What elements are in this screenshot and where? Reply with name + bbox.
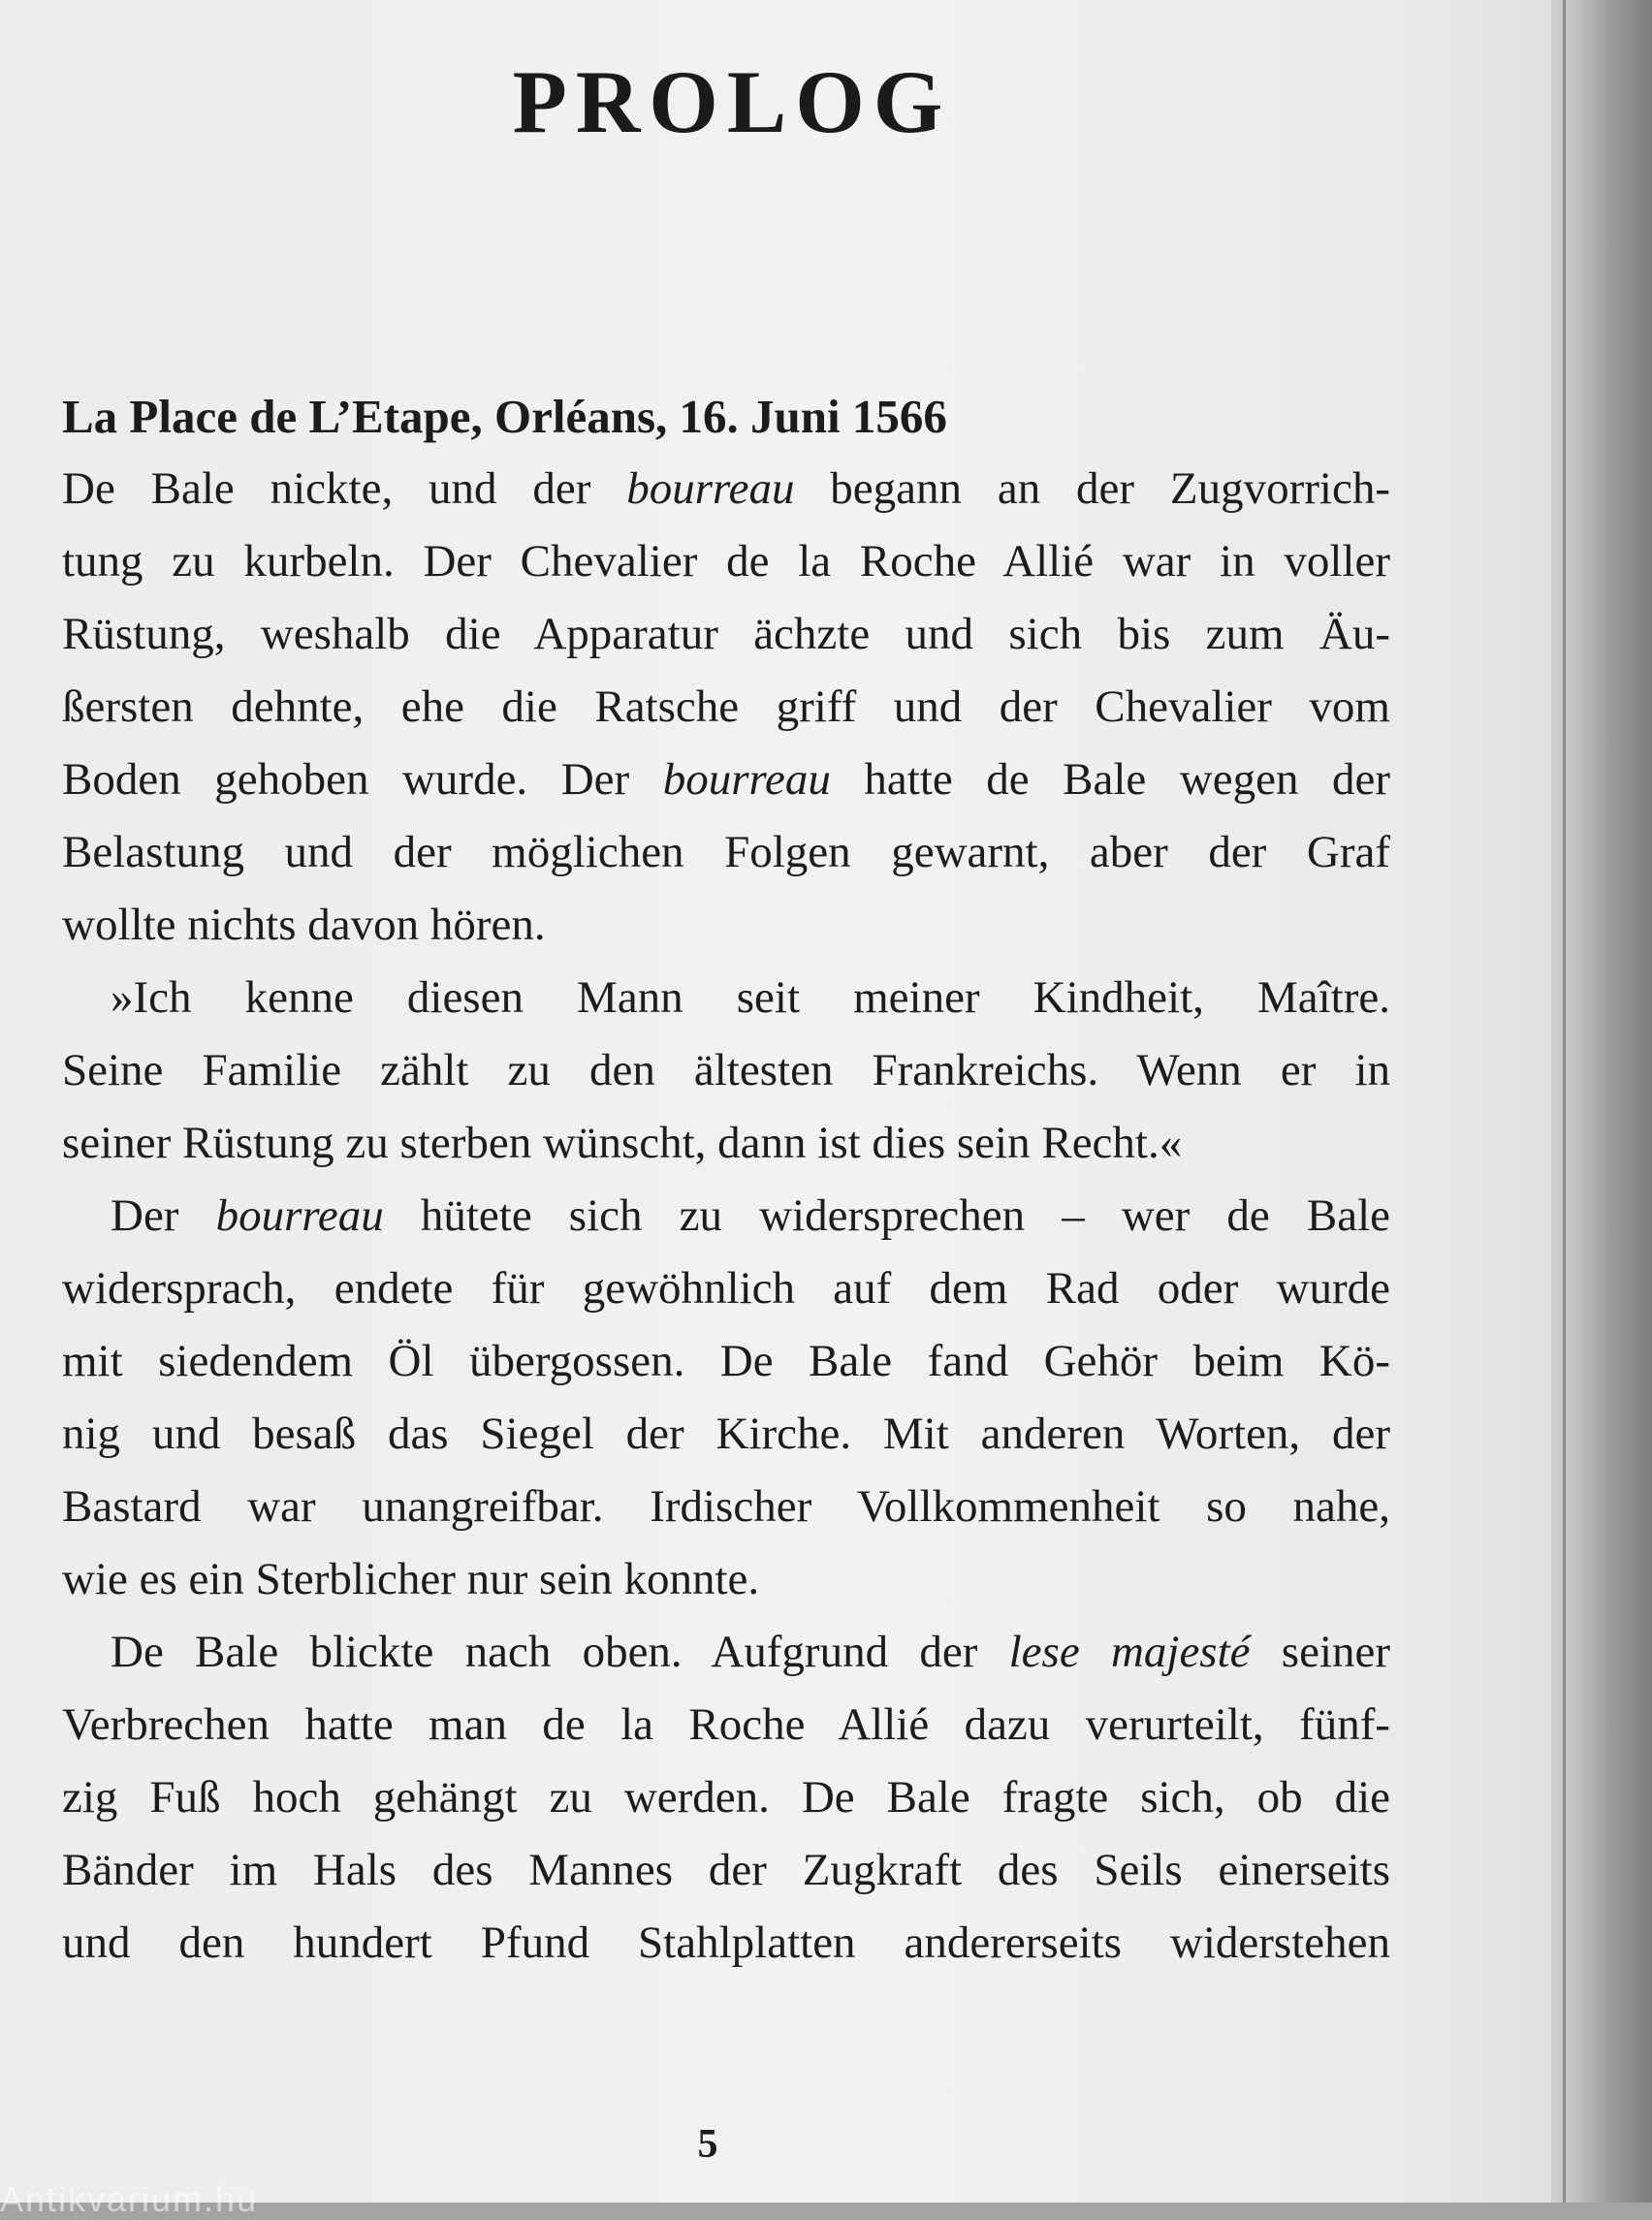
chapter-title: PROLOG	[512, 52, 952, 151]
text-segment: Belastung und der möglichen Folgen gewarnt, aber der Graf	[62, 827, 1390, 877]
text-line	[62, 1689, 1390, 1761]
text-segment: zig Fuß hoch gehängt zu werden. De Bale fragte sich, ob die	[62, 1772, 1390, 1823]
text-line	[62, 453, 1390, 525]
text-segment: nig und besaß das Siegel der Kirche. Mit anderen Worten, der	[62, 1409, 1390, 1459]
text-line	[62, 525, 1390, 598]
text-segment: mit siedendem Öl übergossen. De Bale fand Gehör beim Kö-	[62, 1336, 1390, 1386]
italic-term: bourreau	[626, 463, 795, 514]
text-line	[62, 889, 1390, 962]
text-segment: »Ich kenne diesen Mann seit meiner Kindheit, Maître.	[111, 972, 1390, 1023]
text-line	[62, 1761, 1390, 1834]
text-line	[62, 744, 1390, 816]
text-segment: Boden gehoben wurde. Der	[62, 754, 663, 805]
text-line	[62, 1543, 1390, 1616]
text-line	[62, 1253, 1390, 1325]
text-line	[62, 816, 1390, 889]
text-line	[62, 1471, 1390, 1543]
text-segment: tung zu kurbeln. Der Chevalier de la Roche Allié war in voller	[62, 536, 1390, 587]
text-line	[62, 1034, 1390, 1107]
text-segment: ßersten dehnte, ehe die Ratsche griff und der Chevalier vom	[62, 682, 1390, 732]
section-heading	[62, 380, 1390, 453]
italic-term: bourreau	[662, 754, 831, 805]
text-segment: De Bale nickte, und der	[62, 463, 627, 514]
book-edge	[1551, 0, 1652, 2203]
text-segment: Seine Familie zählt zu den ältesten Frankreichs. Wenn er in	[62, 1045, 1390, 1095]
text-segment: wie es ein Sterblicher nur sein konnte.	[62, 1554, 760, 1604]
text-line	[62, 1616, 1390, 1689]
text-line	[62, 598, 1390, 671]
text-line	[62, 962, 1390, 1034]
text-segment: Bastard war unangreifbar. Irdischer Vollkommenheit so nahe,	[62, 1481, 1390, 1532]
text-line	[62, 671, 1390, 744]
text-segment: widersprach, endete für gewöhnlich auf dem Rad oder wurde	[62, 1263, 1390, 1314]
text-line	[62, 1834, 1390, 1907]
text-segment: seiner Rüstung zu sterben wünscht, dann ist dies sein Recht.«	[62, 1118, 1183, 1168]
text-line	[62, 1180, 1390, 1253]
italic-term: lese majesté	[1008, 1627, 1251, 1677]
text-segment: Rüstung, weshalb die Apparatur ächzte und sich bis zum Äu-	[62, 609, 1390, 659]
text-line	[62, 1107, 1390, 1180]
text-segment: De Bale blickte nach oben. Aufgrund der	[111, 1627, 1009, 1677]
body-text	[62, 380, 1390, 1980]
text-line	[62, 1907, 1390, 1980]
text-segment: La Place de L’Etape, Orléans, 16. Juni 1566	[62, 390, 947, 443]
text-segment: seiner	[1250, 1627, 1391, 1677]
text-segment: Der	[111, 1190, 216, 1241]
watermark: Antikvarium.hu	[0, 2179, 259, 2219]
page-number: 5	[697, 2122, 718, 2167]
text-line	[62, 1325, 1390, 1398]
text-segment: Bänder im Hals des Mannes der Zugkraft des Seils einerseits	[62, 1845, 1390, 1895]
page-edge	[1563, 0, 1566, 2203]
text-segment: wollte nichts davon hören.	[62, 900, 546, 950]
text-line	[62, 1398, 1390, 1471]
text-segment: hütete sich zu widersprechen – wer de Bale	[383, 1190, 1390, 1241]
text-segment: Verbrechen hatte man de la Roche Allié dazu verurteilt, fünf-	[62, 1699, 1390, 1750]
text-segment: hatte de Bale wegen der	[830, 754, 1390, 805]
text-segment: und den hundert Pfund Stahlplatten andererseits widerstehen	[62, 1918, 1390, 1968]
italic-term: bourreau	[215, 1190, 384, 1241]
text-segment: begann an der Zugvorrich-	[794, 463, 1390, 514]
